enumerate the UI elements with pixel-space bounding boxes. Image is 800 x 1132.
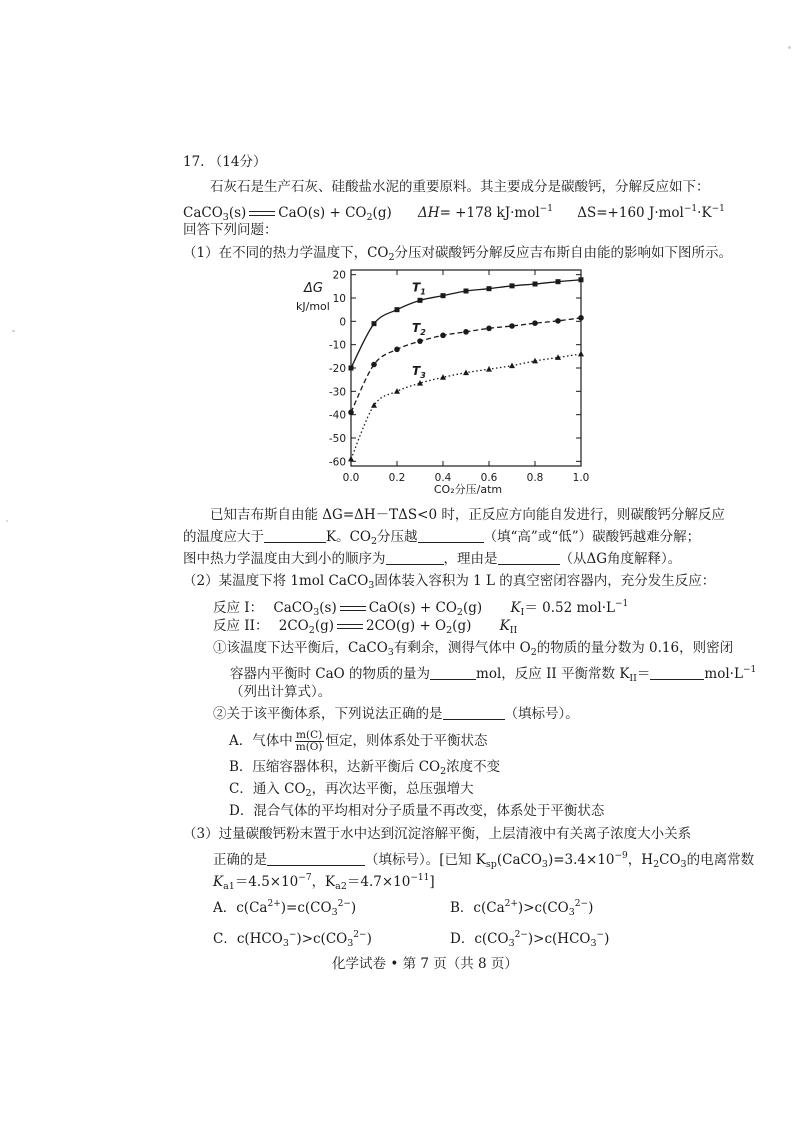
y-axis-unit: kJ/mol <box>296 300 330 313</box>
y-tick-label: -50 <box>328 433 346 445</box>
page-footer: 化学试卷 • 第 7 页（共 8 页） <box>332 956 518 972</box>
part3-line-2: 正确的是 （填标号）。[已知 $K_{sp}(CaCO_3)=3.4\times 10^{-9}$，$H_2CO_3$的电离常数 <box>213 851 755 870</box>
equilibrium-arrow <box>340 605 366 613</box>
equilibrium-arrow <box>249 210 275 218</box>
part2-option-d[interactable]: D．混合气体的平均相对分子质量不再改变，体系处于平衡状态 <box>229 803 605 819</box>
data-point-T1 <box>372 321 377 326</box>
data-point-T1 <box>418 298 423 303</box>
series-label-T3: $T_3$ <box>412 364 426 381</box>
answer-prompt: 回答下列问题： <box>183 222 278 238</box>
y-axis-label: ΔG <box>304 281 323 296</box>
reaction-1: 反应 I： CaCO$_3$(s) $CaO(s) + CO_2(g)$ $K_I= 0.52$ $mol\cdot L^{-1}$ <box>213 599 629 618</box>
data-point-T1 <box>395 307 400 312</box>
y-tick-label: -30 <box>328 386 346 399</box>
y-tick-label: 0 <box>339 316 346 329</box>
data-point-T3 <box>509 362 515 368</box>
data-point-T2 <box>417 338 423 344</box>
blank-cao-amount[interactable] <box>430 666 476 680</box>
data-point-T1 <box>487 286 492 291</box>
y-tick-label: -60 <box>328 456 346 469</box>
data-point-T2 <box>532 320 538 326</box>
y-tick-label: 10 <box>332 293 346 305</box>
data-point-T2 <box>509 323 515 329</box>
series-label-T1: $T_1$ <box>412 280 426 297</box>
data-point-T2 <box>463 329 469 335</box>
x-tick-label: 1.0 <box>572 472 590 484</box>
reaction-2: 反应 II： $2CO_2(g) 2CO(g) + O_2(g)$ $K_{II}$ <box>213 618 518 636</box>
data-point-T1 <box>510 283 515 288</box>
part1-condition: 已知吉布斯自由能 ΔG=ΔH－TΔS<0 时，正反应方向能自发进行，则碳酸钙分解反应 <box>210 507 725 523</box>
data-point-T2 <box>371 362 377 368</box>
part3-option-a[interactable]: A．$c(Ca^{2+})=c(CO_3^{2-})$ <box>213 899 357 918</box>
equilibrium-arrow <box>337 623 363 631</box>
part1-fill-line-1: 的温度应大于 K。$CO_2$分压越 （填“高”或“低”）碳酸钙越难分解； <box>183 529 701 547</box>
question-intro: 石灰石是生产石灰、硅酸盐水泥的重要原料。其主要成分是碳酸钙，分解反应如下： <box>210 179 710 195</box>
part3-option-d[interactable]: D．$c(CO_3^{2-})>c(HCO_3^-)$ <box>450 930 610 949</box>
question-header <box>183 153 266 171</box>
part1-statement: （1）在不同的热力学温度下，$CO_2$分压对碳酸钙分解反应吉布斯自由能的影响如下图所示。 <box>183 245 733 263</box>
x-axis-label: CO₂分压/atm <box>433 483 503 496</box>
data-point-T2 <box>348 410 354 416</box>
y-tick-label: -40 <box>328 409 346 422</box>
plot-frame <box>351 270 581 466</box>
data-point-T1 <box>464 289 469 294</box>
data-point-T2 <box>440 333 446 339</box>
data-point-T1 <box>349 366 354 371</box>
data-point-T3 <box>371 402 377 408</box>
blank-min-temperature[interactable] <box>264 529 326 543</box>
scan-speck <box>788 46 791 49</box>
part2-statement: （2）某温度下将 1mol CaCO$_3$固体装入容积为 1 L 的真空密闭容器内，充分发生反应： <box>183 573 716 591</box>
question-score: （14分） <box>208 154 267 170</box>
data-point-T2 <box>555 318 561 324</box>
data-point-T3 <box>463 369 469 375</box>
data-point-T1 <box>441 293 446 298</box>
mass-ratio-fraction: $\frac{m(C)}{m(O)}$ <box>295 729 323 753</box>
data-point-T3 <box>578 351 584 357</box>
y-tick-label: 20 <box>332 269 346 282</box>
x-tick-label: 0.0 <box>342 472 360 484</box>
data-point-T1 <box>579 277 584 282</box>
part3-line-3: $K_{a1}=4.5\times 10^{-7}$，$K_{a2}=4.7\times 10^{-11}$] <box>213 873 435 892</box>
part2-q1-line-2: 容器内平衡时 CaO 的物质的量为 mol，反应 II 平衡常数 $K_{II}= mol\cdot L^{-1}$ <box>230 665 757 684</box>
blank-reason[interactable] <box>498 551 560 565</box>
data-point-T2 <box>394 347 400 353</box>
data-point-T3 <box>486 366 492 372</box>
part2-option-a[interactable]: A．气体中 $\frac{m(C)}{m(O)}$ 恒定，则体系处于平衡状态 <box>229 729 488 753</box>
question-number: 17. <box>183 154 205 170</box>
y-tick-label: -20 <box>328 363 346 375</box>
part3-option-c[interactable]: C．$c(HCO_3^-)>c(CO_3^{2-})$ <box>213 930 372 949</box>
part2-q1-line-1: ①该温度下达平衡后，CaCO$_3$有剩余，测得气体中 $O_2$的物质的量分数为 0.16，则密闭 <box>213 640 734 658</box>
part3-statement: （3）过量碳酸钙粉末置于水中达到沉淀溶解平衡，上层清液中有关离子浓度大小关系 <box>183 826 692 842</box>
data-point-T1 <box>533 282 538 287</box>
blank-temperature-order[interactable] <box>386 551 444 565</box>
x-tick-label: 0.4 <box>434 472 452 484</box>
blank-part3-choice[interactable] <box>267 852 365 866</box>
y-tick-label: -10 <box>328 339 346 352</box>
data-point-T3 <box>348 456 354 462</box>
part2-q1-line-3: （列出计算式）。 <box>230 684 332 700</box>
scan-speck <box>6 520 8 522</box>
part2-option-c[interactable]: C．通入 $CO_2$，再次达平衡，总压强增大 <box>229 781 474 799</box>
data-point-T3 <box>532 358 538 364</box>
blank-pressure-high-low[interactable] <box>418 529 484 543</box>
scan-speck <box>12 330 15 332</box>
gibbs-energy-chart <box>290 262 610 500</box>
part2-q2: ②关于该平衡体系，下列说法正确的是 （填标号）。 <box>213 706 579 722</box>
part3-option-b[interactable]: B．$c(Ca^{2+})>c(CO_3^{2-})$ <box>450 899 594 918</box>
blank-k2-expression[interactable] <box>650 666 704 680</box>
part1-fill-line-2: 图中热力学温度由大到小的顺序为 ，理由是 （从ΔG角度解释）。 <box>183 551 682 567</box>
decomposition-reaction: CaCO$_3$(s) $CaO(s) + CO_2(g)$ ΔH= +178 kJ·mol$^{-1}$ ΔS=+160 $J\cdot mol^{-1}\cdot K^{-1}$ <box>183 204 725 223</box>
data-point-T2 <box>486 326 492 332</box>
series-label-T2: $T_2$ <box>412 321 426 338</box>
x-tick-label: 0.6 <box>480 472 498 484</box>
data-point-T2 <box>578 315 584 321</box>
x-tick-label: 0.8 <box>526 472 544 484</box>
data-point-T1 <box>556 279 561 284</box>
part2-option-b[interactable]: B．压缩容器体积，达新平衡后 $CO_2$浓度不变 <box>229 759 501 777</box>
x-tick-label: 0.2 <box>388 472 406 484</box>
blank-q2-choice[interactable] <box>443 706 505 720</box>
